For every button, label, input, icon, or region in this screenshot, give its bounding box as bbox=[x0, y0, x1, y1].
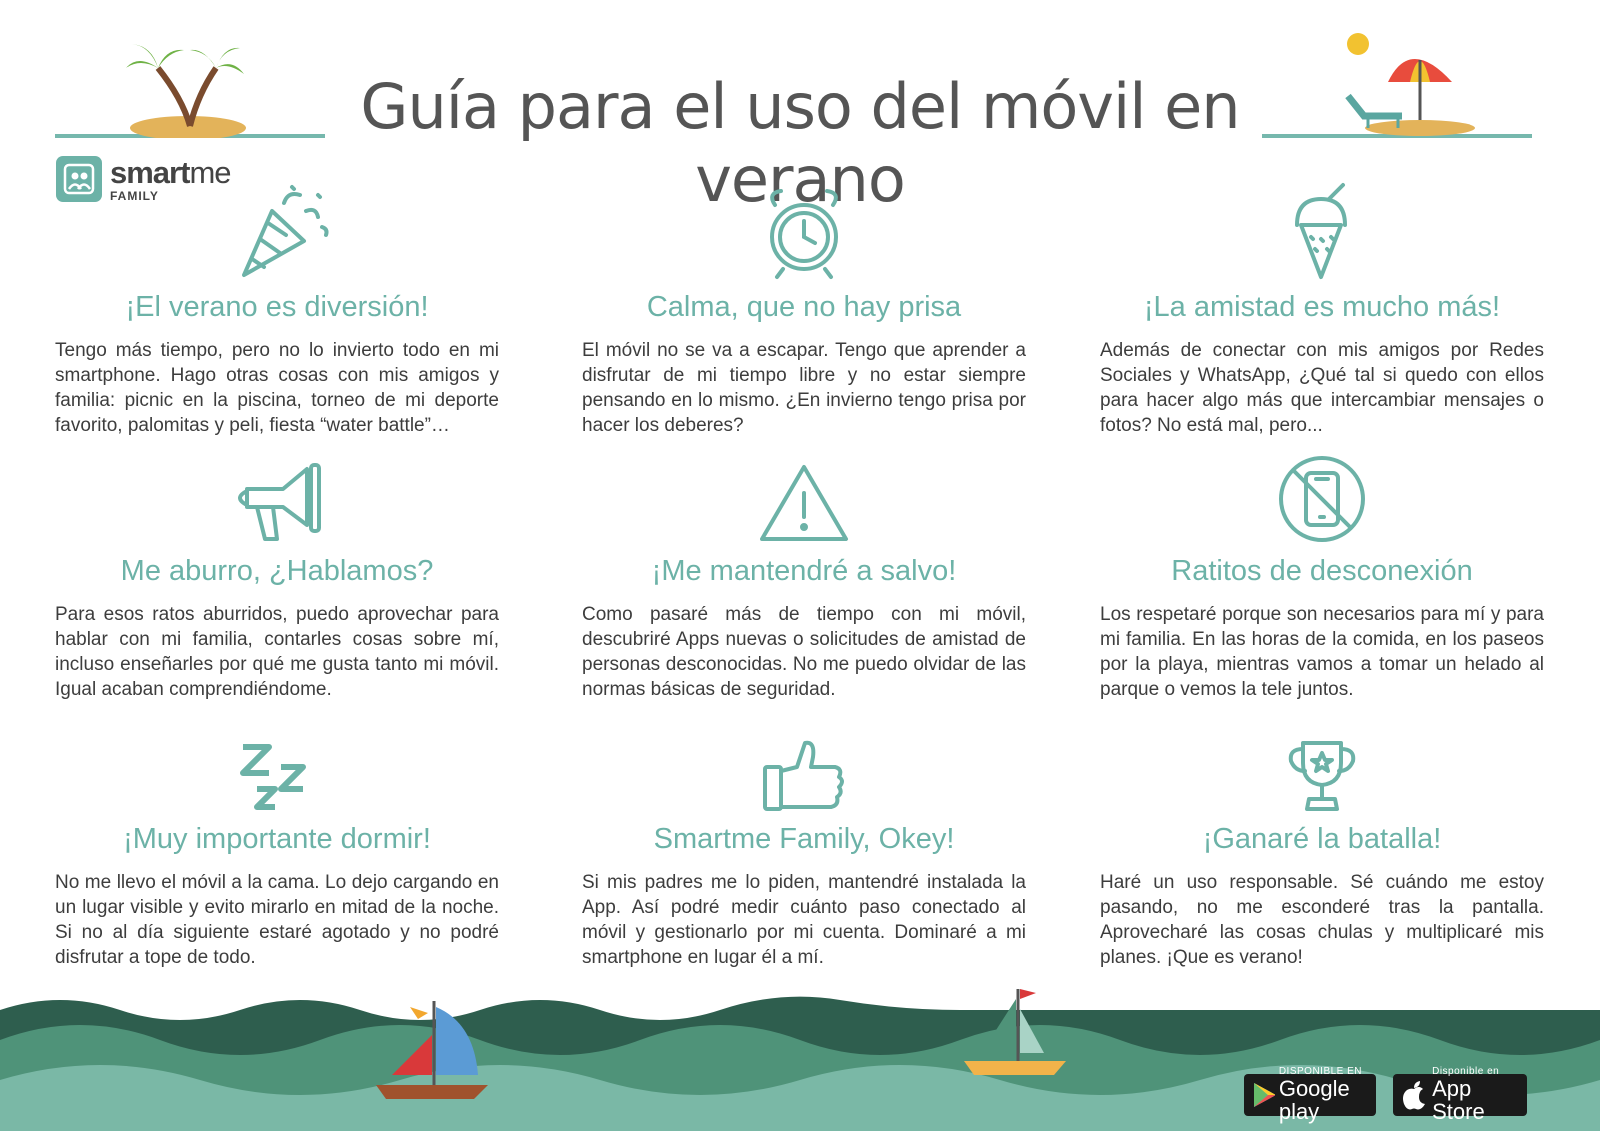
section-title: Smartme Family, Okey! bbox=[653, 823, 955, 855]
app-store-badge[interactable] bbox=[1393, 1065, 1527, 1124]
section-diversion bbox=[55, 176, 499, 438]
party-popper-icon bbox=[55, 176, 499, 281]
section-text: Además de conectar con mis amigos por Redes Sociales y WhatsApp, ¿Qué tal si quedo con ellos para hacer algo más que intercambiar mensajes o fotos? No está mal, pero... bbox=[1100, 340, 1544, 436]
megaphone-icon bbox=[55, 440, 499, 545]
section-dormir bbox=[55, 708, 499, 970]
section-title: ¡La amistad es mucho más! bbox=[1143, 291, 1501, 323]
section-desconexion bbox=[1100, 440, 1544, 702]
apple-icon bbox=[1399, 1079, 1428, 1111]
brand-name: smartme bbox=[110, 154, 231, 190]
page-title: Guía para el uso del móvil en verano bbox=[360, 70, 1240, 216]
section-salvo bbox=[582, 440, 1026, 702]
section-title: ¡Muy importante dormir! bbox=[123, 823, 431, 855]
section-okey bbox=[582, 708, 1026, 970]
ice-cream-icon bbox=[1100, 176, 1544, 281]
trophy-icon bbox=[1100, 708, 1544, 813]
palm-island-icon bbox=[120, 28, 250, 138]
section-title: Ratitos de desconexión bbox=[1171, 555, 1473, 587]
brand-subtitle: FAMILY bbox=[110, 188, 159, 203]
section-text: Como pasaré más de tiempo con mi móvil, descubriré Apps nuevas o solicitudes de amistad de personas desconocidas. No me puedo olvidar de las normas básicas de seguridad. bbox=[582, 604, 1026, 700]
section-text: No me llevo el móvil a la cama. Lo dejo cargando en un lugar visible y evito mirarlo en mitad de la noche. Si no al día siguiente estaré agotado y no podré disfrutar a tope de todo. bbox=[55, 872, 499, 968]
section-aburro bbox=[55, 440, 499, 702]
section-amistad bbox=[1100, 176, 1544, 438]
section-text: Haré un uso responsable. Sé cuándo me estoy pasando, no me esconderé tras la pantalla. Aprovecharé las cosas chulas y multiplicaré mis planes. ¡Que es verano! bbox=[1100, 872, 1544, 968]
section-text: Si mis padres me lo piden, mantendré instalada la App. Así podré medir cuánto paso conectado al móvil y gestionarlo por mi cuenta. Dominaré a mi smartphone en lugar él a mí. bbox=[582, 872, 1026, 968]
sailboat-left-icon bbox=[370, 995, 490, 1105]
section-title: Calma, que no hay prisa bbox=[646, 291, 962, 323]
google-play-label: Google play bbox=[1278, 1075, 1350, 1124]
section-text: Para esos ratos aburridos, puedo aprovechar para hablar con mi familia, contarles cosas sobre mí, incluso enseñarles por qué me gusta tanto mi móvil. Igual acaban comprendiéndome. bbox=[55, 604, 499, 700]
no-phone-icon bbox=[1100, 440, 1544, 545]
section-batalla bbox=[1100, 708, 1544, 970]
warning-icon bbox=[582, 440, 1026, 545]
section-text: El móvil no se va a escapar. Tengo que aprender a disfrutar de mi tiempo libre y no estar siempre pensando en lo mismo. ¿En invierno tengo prisa por hacer los deberes? bbox=[582, 340, 1026, 436]
sleep-zzz-icon bbox=[55, 708, 499, 813]
alarm-clock-icon bbox=[582, 176, 1026, 281]
section-title: ¡Ganaré la batalla! bbox=[1202, 823, 1442, 855]
section-title: ¡El verano es diversión! bbox=[125, 291, 429, 323]
app-store-label: App Store bbox=[1432, 1075, 1485, 1124]
section-title: Me aburro, ¿Hablamos? bbox=[120, 555, 434, 587]
sailboat-right-icon bbox=[960, 985, 1070, 1085]
google-play-small-text: DISPONIBLE EN bbox=[1278, 1065, 1363, 1077]
beach-umbrella-icon bbox=[1320, 30, 1520, 138]
section-text: Tengo más tiempo, pero no lo invierto todo en mi smartphone. Hago otras cosas con mis amigos y familia: picnic en la piscina, torneo de mi deporte favorito, palomitas y peli, fiesta “water battle”… bbox=[55, 340, 499, 436]
google-play-badge[interactable] bbox=[1244, 1065, 1376, 1124]
section-text: Los respetaré porque son necesarios para mí y para mi familia. En las horas de la comida, en los paseos por la playa, mientras vamos a tomar un helado al parque o vemos la tele juntos. bbox=[1100, 604, 1544, 700]
section-calma bbox=[582, 176, 1026, 438]
section-title: ¡Me mantendré a salvo! bbox=[651, 555, 957, 587]
app-store-small-text: Disponible en bbox=[1432, 1065, 1500, 1077]
google-play-icon bbox=[1250, 1080, 1275, 1110]
thumbs-up-icon bbox=[582, 708, 1026, 813]
